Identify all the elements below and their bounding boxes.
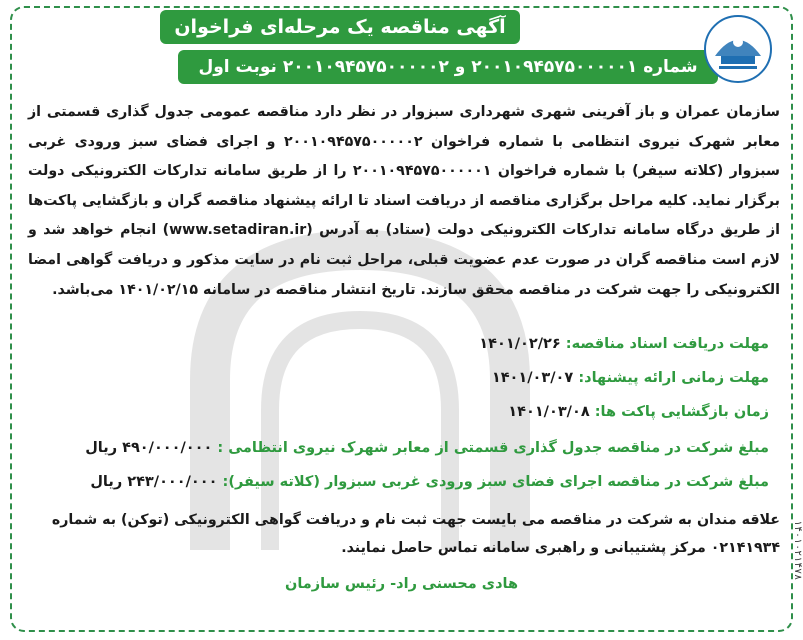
deadline-label: مهلت زمانی ارائه پیشنهاد: <box>578 370 769 386</box>
signature: هادی محسنی راد- رئیس سازمان <box>284 576 519 592</box>
deadline-value: ۱۴۰۱/۰۳/۰۷ <box>491 370 574 386</box>
deadline-label: مهلت دریافت اسناد مناقصه: <box>565 336 769 352</box>
deadline-value: ۱۴۰۱/۰۳/۰۸ <box>508 404 590 420</box>
deadline-opening <box>508 404 769 420</box>
notice-title: آگهی مناقصه یک مرحله‌ای فراخوان <box>160 10 520 44</box>
deadline-value: ۱۴۰۱/۰۲/۲۶ <box>479 336 561 352</box>
side-code: ۱۴۰۱۰۲۱۴۷۸ <box>792 520 803 581</box>
fee-curb-project <box>85 440 769 456</box>
notice-paragraph: سازمان عمران و باز آفرینی شهری شهرداری سبزوار در نظر دارد مناقصه عمومی جدول گذاری قسمتی از معابر شهرک نیروی انتظامی با شماره فراخوان ۲۰۰۱۰۹۴۵۷۵۰۰۰۰۰۲ و اجرای فضای سبز ورودی غربی سبزوار (کلاته سیفر) با شماره فراخوان ۲۰۰۱۰۹۴۵۷۵۰۰۰۰۰۱ را از طریق سامانه تدارکات الکترونیکی دولت برگزار نماید. کلیه مراحل برگزاری مناقصه از دریافت اسناد تا ارائه پیشنهاد مناقصه گران و بازگشایی پاکت‌ها از طریق درگاه سامانه تدارکات الکترونیکی دولت (ستاد) به آدرس (www.setadiran.ir) انجام خواهد شد و لازم است مناقصه گران در صورت عدم عضویت قبلی، مراحل ثبت نام در سایت مذکور و دریافت گواهی امضا الکترونیکی را جهت شرکت در مناقصه محقق سازند. تاریخ انتشار مناقصه در سامانه ۱۴۰۱/۰۲/۱۵ می‌باشد. <box>28 104 780 298</box>
notice-header <box>10 6 793 94</box>
deadline-documents <box>479 336 769 352</box>
deadline-proposal <box>492 370 769 386</box>
organization-logo-icon <box>701 12 775 86</box>
fee-green-space-project <box>90 474 769 490</box>
fee-value: ۴۹۰/۰۰۰/۰۰۰ ریال <box>85 440 213 456</box>
deadline-label: زمان بازگشایی پاکت ها: <box>594 404 769 420</box>
registration-note: علاقه مندان به شرکت در مناقصه می بایست جهت ثبت نام و دریافت گواهی الکترونیکی (توکن) به شماره ۰۲۱۴۱۹۳۴ مرکز پشتیبانی و راهبری سامانه تماس حاصل نمایند. <box>51 512 780 556</box>
notice-number-line: شماره ۲۰۰۱۰۹۴۵۷۵۰۰۰۰۰۱ و ۲۰۰۱۰۹۴۵۷۵۰۰۰۰۰۲ نوبت اول <box>178 50 718 84</box>
fee-label: مبلغ شرکت در مناقصه اجرای فضای سبز ورودی غربی سبزوار (کلاته سیفر): <box>222 474 769 490</box>
fee-label: مبلغ شرکت در مناقصه جدول گذاری قسمتی از معابر شهرک نیروی انتظامی : <box>217 440 769 456</box>
notice-body <box>28 98 780 305</box>
fee-value: ۲۴۳/۰۰۰/۰۰۰ ریال <box>90 474 218 490</box>
